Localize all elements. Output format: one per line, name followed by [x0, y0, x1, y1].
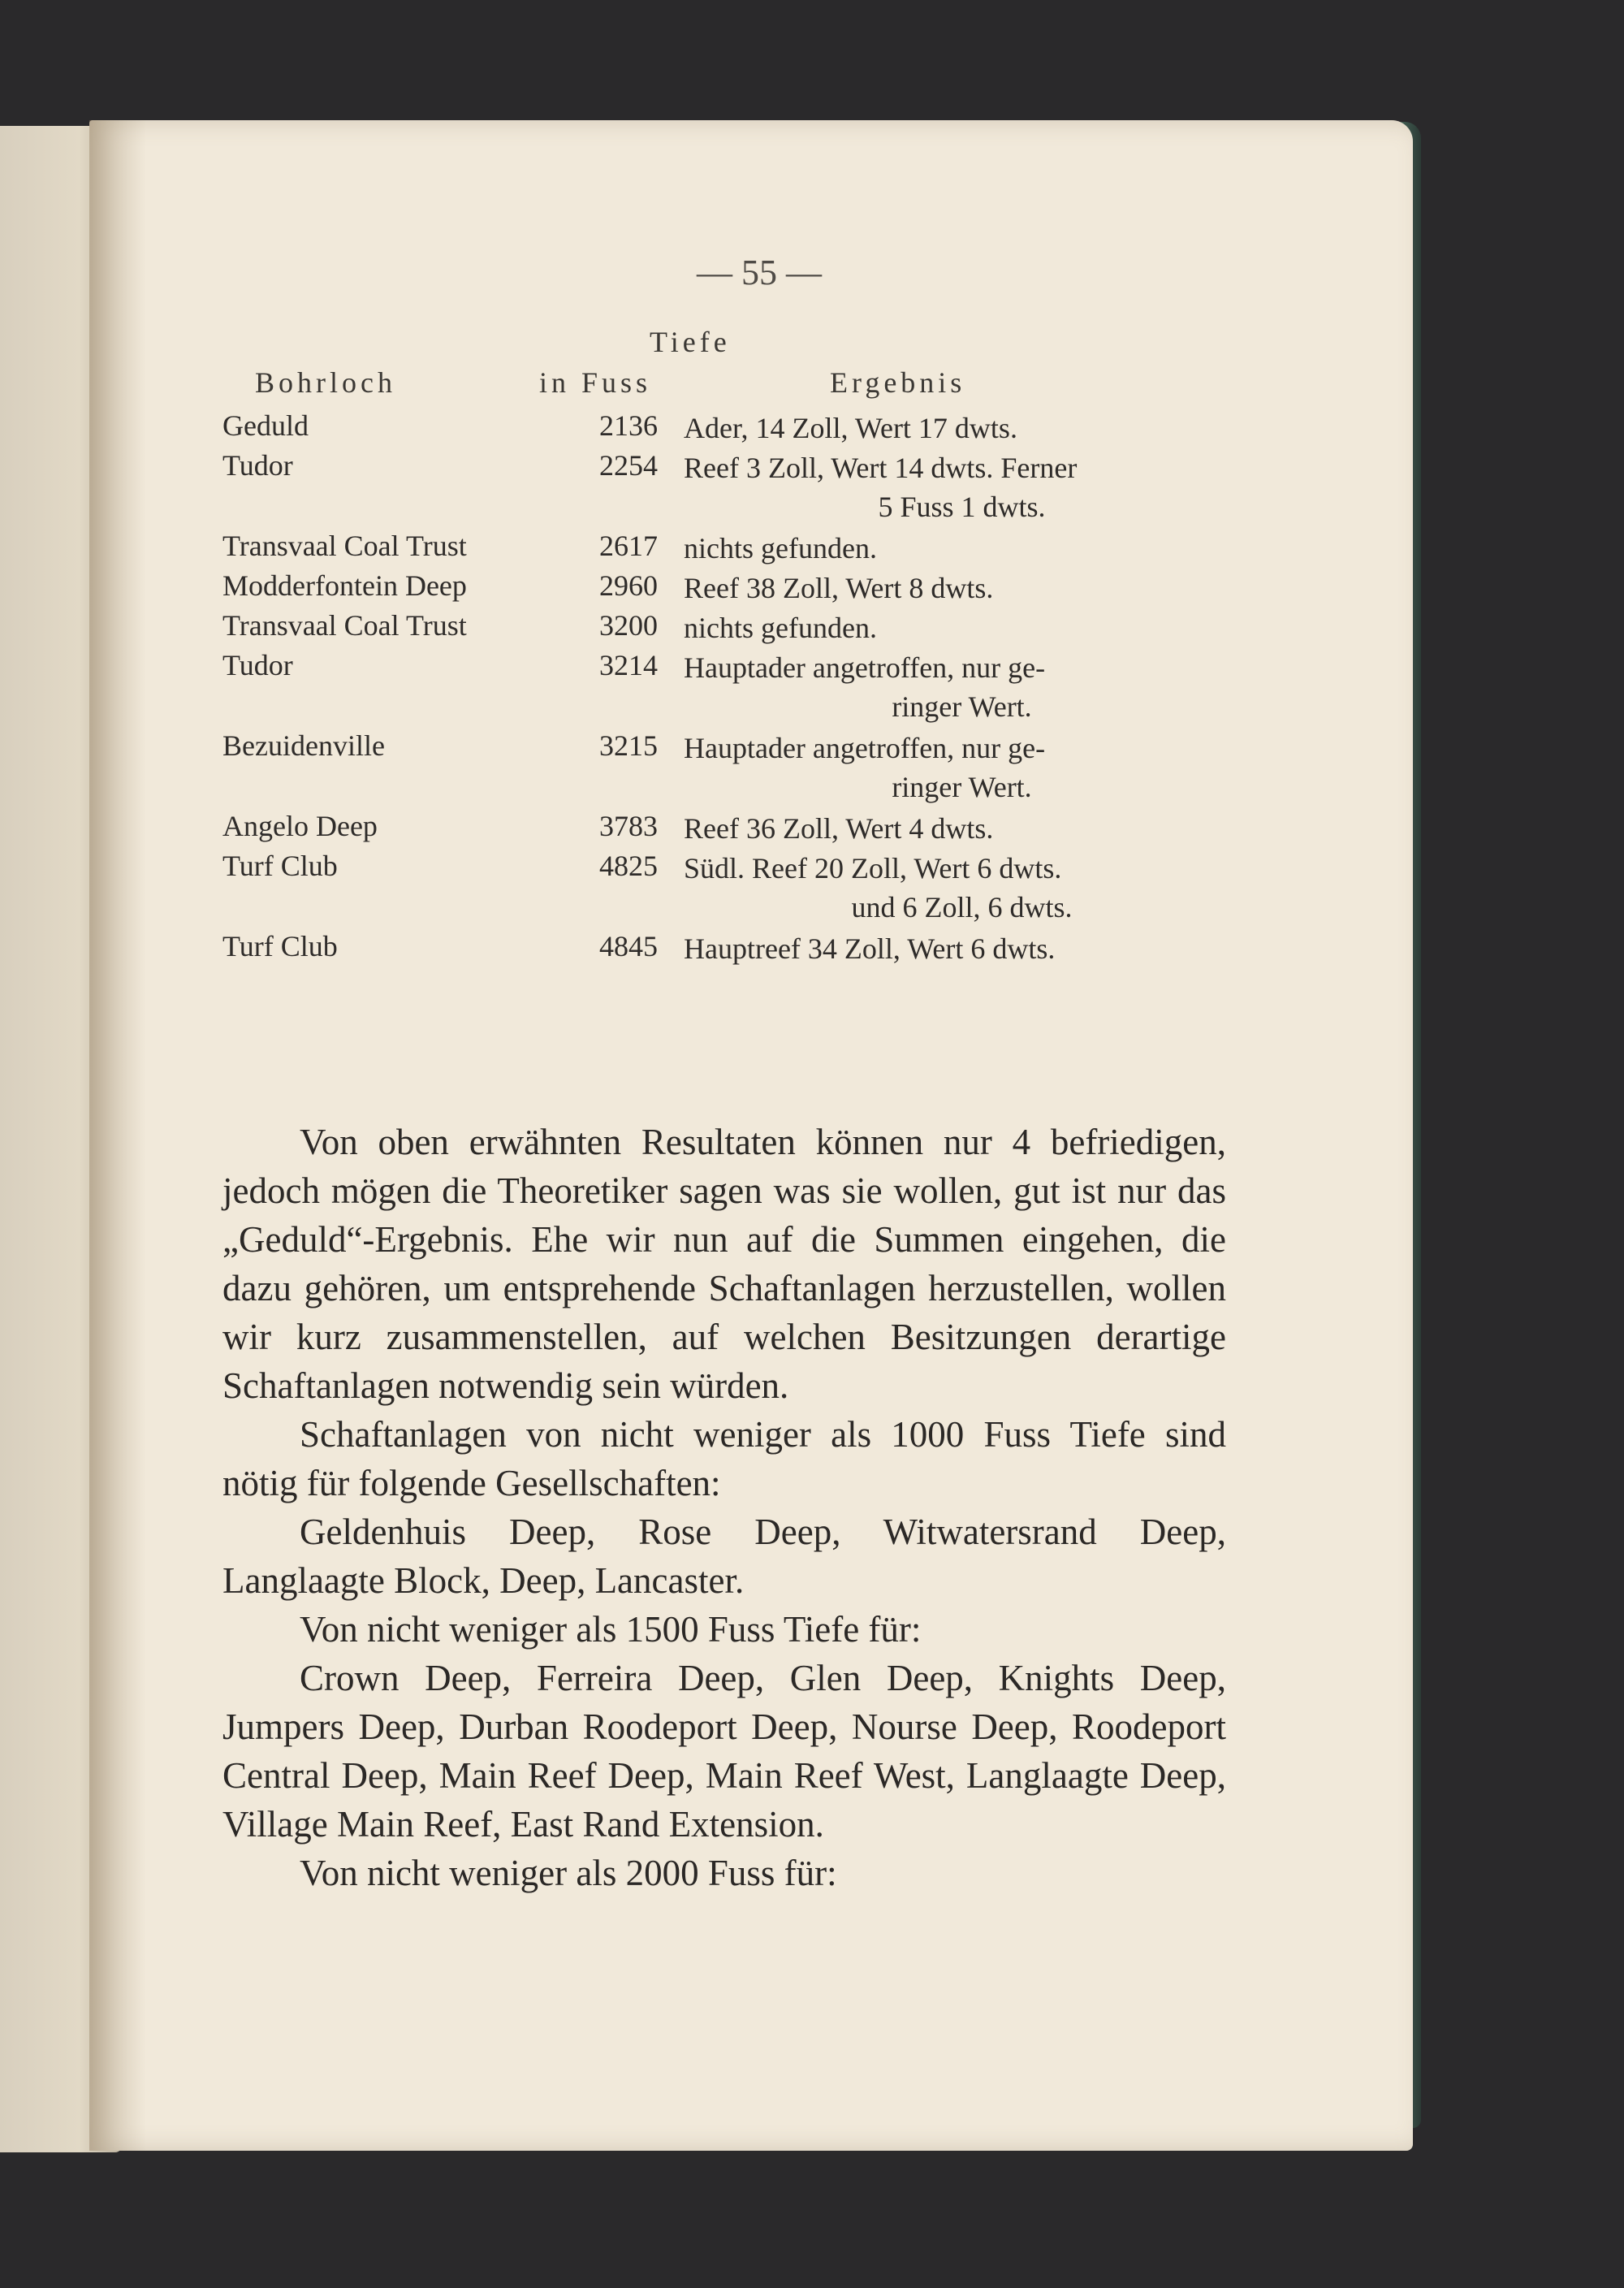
- paragraph: Crown Deep, Ferreira Deep, Glen Deep, Knights Deep, Jumpers Deep, Durban Roodeport Deep, Nourse Deep, Roodeport Central Deep, Main Reef Deep, Main Reef West, Langlaagte Deep, Village Main Reef, East Rand Extension.: [222, 1658, 1226, 1845]
- header-depth-line1: Tiefe: [650, 326, 731, 358]
- row-result: [684, 809, 1240, 848]
- row-borehole: Turf Club: [222, 930, 338, 962]
- book-page: [89, 120, 1413, 2151]
- gutter-shadow: [89, 120, 146, 2151]
- row-result-text: Hauptader angetroffen, nur ge-: [684, 732, 1046, 764]
- header-result: Ergebnis: [830, 366, 966, 399]
- row-depth: 2617: [599, 530, 658, 562]
- row-borehole: Transvaal Coal Trust: [222, 530, 467, 562]
- paragraph: Von nicht weniger als 1500 Fuss Tiefe für:: [300, 1609, 922, 1650]
- row-borehole: Turf Club: [222, 850, 338, 882]
- row-depth: 2960: [599, 569, 658, 602]
- row-borehole: Transvaal Coal Trust: [222, 609, 467, 642]
- row-borehole: Angelo Deep: [222, 810, 378, 842]
- row-result: [684, 849, 1240, 927]
- row-depth: 4845: [599, 930, 658, 962]
- page-number: — 55 —: [697, 253, 822, 292]
- row-result-text: Hauptreef 34 Zoll, Wert 6 dwts.: [684, 932, 1056, 965]
- row-result-text: nichts gefunden.: [684, 612, 877, 644]
- row-result-continuation: 5 Fuss 1 dwts.: [878, 491, 1046, 523]
- row-depth: 3215: [599, 729, 658, 762]
- row-depth: 4825: [599, 850, 658, 882]
- row-borehole: Bezuidenville: [222, 729, 385, 762]
- row-borehole: Modderfontein Deep: [222, 569, 467, 602]
- row-result-text: Ader, 14 Zoll, Wert 17 dwts.: [684, 412, 1017, 444]
- paragraph: Von oben erwähnten Resultaten können nur 4 befriedigen, jedoch mögen die Theoretiker sagen was sie wollen, gut ist nur das „Geduld“-Ergebnis. Ehe wir nun auf die Summen eingehen, die dazu gehören, um entsprehende Schaftanlagen herzustellen, wollen wir kurz zusammenstellen, auf welchen Besitzungen derartige Schaftanlagen notwendig sein würden.: [222, 1122, 1226, 1406]
- row-result: [684, 529, 1240, 568]
- row-result-text: Reef 3 Zoll, Wert 14 dwts. Ferner: [684, 452, 1078, 484]
- row-depth: 2254: [599, 449, 658, 482]
- row-borehole: Tudor: [222, 449, 293, 482]
- row-result-continuation: und 6 Zoll, 6 dwts.: [851, 891, 1073, 923]
- header-borehole: Bohrloch: [255, 366, 396, 399]
- row-result-text: Reef 38 Zoll, Wert 8 dwts.: [684, 572, 994, 604]
- body-text: [222, 1118, 1226, 1897]
- row-result-text: nichts gefunden.: [684, 532, 877, 564]
- row-result: [684, 608, 1240, 647]
- paragraph: Von nicht weniger als 2000 Fuss für:: [300, 1853, 837, 1893]
- row-depth: 2136: [599, 409, 658, 442]
- row-borehole: Tudor: [222, 649, 293, 681]
- row-result: [684, 409, 1240, 448]
- row-depth: 3214: [599, 649, 658, 681]
- row-depth: 3783: [599, 810, 658, 842]
- row-result-text: Hauptader angetroffen, nur ge-: [684, 651, 1046, 684]
- row-result: [684, 448, 1240, 526]
- header-depth-line2: in Fuss: [539, 366, 652, 399]
- row-result: [684, 569, 1240, 608]
- paragraph: Schaftanlagen von nicht weniger als 1000 Fuss Tiefe sind nötig für folgende Gesellschaften:: [222, 1414, 1226, 1503]
- row-borehole: Geduld: [222, 409, 309, 442]
- row-result: [684, 929, 1240, 968]
- row-result-continuation: ringer Wert.: [892, 771, 1032, 803]
- paragraph: Geldenhuis Deep, Rose Deep, Witwatersrand Deep, Langlaagte Block, Deep, Lancaster.: [222, 1512, 1226, 1601]
- row-result: [684, 729, 1240, 807]
- row-depth: 3200: [599, 609, 658, 642]
- row-result-text: Reef 36 Zoll, Wert 4 dwts.: [684, 812, 994, 845]
- row-result-continuation: ringer Wert.: [892, 690, 1032, 723]
- row-result: [684, 648, 1240, 726]
- row-result-text: Südl. Reef 20 Zoll, Wert 6 dwts.: [684, 852, 1062, 884]
